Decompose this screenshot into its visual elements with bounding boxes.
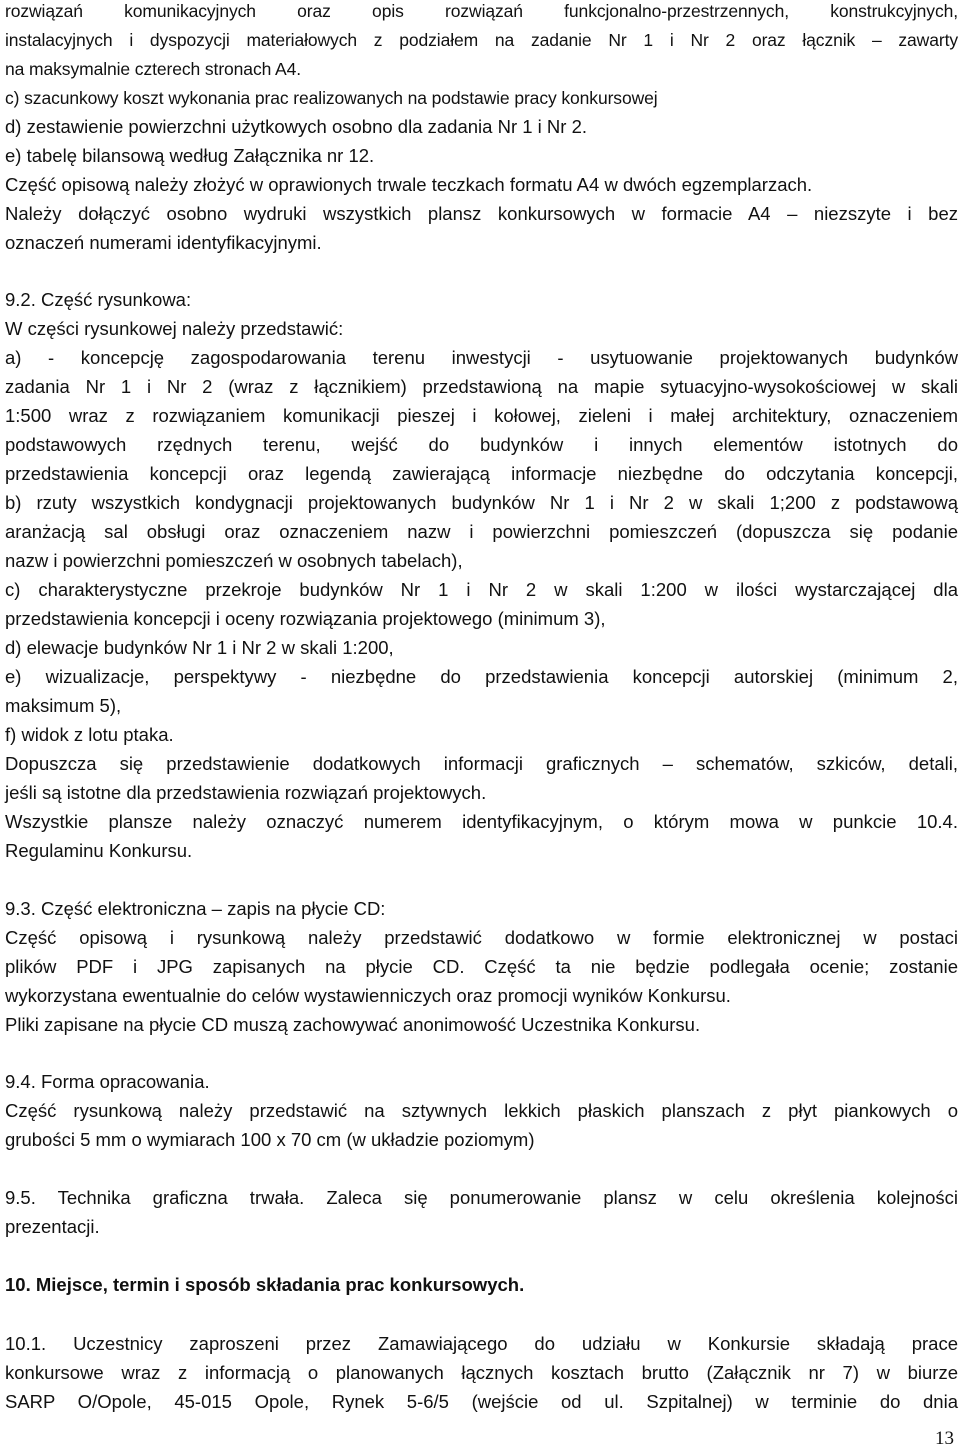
text-line: Część rysunkową należy przedstawić na sztywnych lekkich płaskich planszach z płyt piankowych o <box>5 1100 958 1121</box>
text-line: instalacyjnych i dyspozycji materiałowych z podziałem na zadanie Nr 1 i Nr 2 oraz łącznik – zawarty <box>5 30 958 50</box>
text-line: Część opisową i rysunkową należy przedstawić dodatkowo w formie elektronicznej w postaci <box>5 927 958 948</box>
text-line: wykorzystana ewentualnie do celów wystawienniczych oraz promocji wyników Konkursu. <box>5 985 731 1006</box>
text-line: c) szacunkowy koszt wykonania prac realizowanych na podstawie pracy konkursowej <box>5 88 658 108</box>
chapter-heading: 10. Miejsce, termin i sposób składania prac konkursowych. <box>5 1274 525 1295</box>
text-line: Część opisową należy złożyć w oprawionych trwale teczkach formatu A4 w dwóch egzemplarzach. <box>5 174 813 195</box>
text-line: b) rzuty wszystkich kondygnacji projektowanych budynków Nr 1 i Nr 2 w skali 1;200 z podstawową <box>5 492 958 513</box>
text-line: nazw i powierzchni pomieszczeń w osobnych tabelach), <box>5 550 463 571</box>
text-line: Pliki zapisane na płycie CD muszą zachowywać anonimowość Uczestnika Konkursu. <box>5 1014 701 1035</box>
text-line: c) charakterystyczne przekroje budynków Nr 1 i Nr 2 w skali 1:200 w ilości wystarczającej dla <box>5 579 958 600</box>
text-line: d) elewacje budynków Nr 1 i Nr 2 w skali 1:200, <box>5 637 394 658</box>
section-heading: 9.3. Część elektroniczna – zapis na płycie CD: <box>5 898 386 919</box>
text-line: rozwiązań komunikacyjnych oraz opis rozwiązań funkcjonalno-przestrzennych, konstrukcyjnych, <box>5 1 958 21</box>
text-line: 1:500 wraz z rozwiązaniem komunikacji pieszej i kołowej, zieleni i małej architektury, oznaczeniem <box>5 405 958 426</box>
text-line: grubości 5 mm o wymiarach 100 x 70 cm (w układzie poziomym) <box>5 1129 535 1150</box>
text-line: na maksymalnie czterech stronach A4. <box>5 59 301 79</box>
text-line: zadania Nr 1 i Nr 2 (wraz z łącznikiem) przedstawioną na mapie sytuacyjno-wysokościowej w skali <box>5 376 958 397</box>
section-heading: 9.4. Forma opracowania. <box>5 1071 210 1092</box>
page-number: 13 <box>935 1428 954 1449</box>
text-line: jeśli są istotne dla przedstawienia rozwiązań projektowych. <box>5 782 487 803</box>
text-line: przedstawienia koncepcji oraz legendą zawierającą informacje niezbędne do odczytania koncepcji, <box>5 463 958 484</box>
text-line: 9.5. Technika graficzna trwała. Zaleca się ponumerowanie plansz w celu określenia kolejności <box>5 1187 958 1208</box>
text-line: przedstawienia koncepcji i oceny rozwiązania projektowego (minimum 3), <box>5 608 606 629</box>
text-line: a) - koncepcję zagospodarowania terenu inwestycji - usytuowanie projektowanych budynków <box>5 347 958 368</box>
text-line: podstawowych rzędnych terenu, wejść do budynków i innych elementów istotnych do <box>5 434 958 455</box>
text-line: e) tabelę bilansową według Załącznika nr 12. <box>5 145 375 166</box>
text-line: maksimum 5), <box>5 695 122 716</box>
text-line: oznaczeń numerami identyfikacyjnymi. <box>5 232 322 253</box>
text-line: d) zestawienie powierzchni użytkowych osobno dla zadania Nr 1 i Nr 2. <box>5 116 588 137</box>
text-line: e) wizualizacje, perspektywy - niezbędne do przedstawienia koncepcji autorskiej (minimum 2, <box>5 666 958 687</box>
text-line: SARP O/Opole, 45-015 Opole, Rynek 5-6/5 (wejście od ul. Szpitalnej) w terminie do dnia <box>5 1391 958 1412</box>
text-line: Wszystkie plansze należy oznaczyć numerem identyfikacyjnym, o którym mowa w punkcie 10.4. <box>5 811 958 832</box>
text-line: Należy dołączyć osobno wydruki wszystkich plansz konkursowych w formacie A4 – niezszyte i bez <box>5 203 958 224</box>
text-line: Dopuszcza się przedstawienie dodatkowych informacji graficznych – schematów, szkiców, detali, <box>5 753 958 774</box>
text-line: Regulaminu Konkursu. <box>5 840 193 861</box>
text-line: konkursowe wraz z informacją o planowanych łącznych kosztach brutto (Załącznik nr 7) w biurze <box>5 1362 958 1383</box>
text-line: W części rysunkowej należy przedstawić: <box>5 318 344 339</box>
text-line: plików PDF i JPG zapisanych na płycie CD. Część ta nie będzie podlegała ocenie; zostanie <box>5 956 958 977</box>
section-heading: 9.2. Część rysunkowa: <box>5 289 192 310</box>
text-line: prezentacji. <box>5 1216 100 1237</box>
text-line: 10.1. Uczestnicy zaproszeni przez Zamawiającego do udziału w Konkursie składają prace <box>5 1333 958 1354</box>
text-line: aranżacją sal obsługi oraz oznaczeniem nazw i powierzchni pomieszczeń (dopuszcza się podanie <box>5 521 958 542</box>
text-line: f) widok z lotu ptaka. <box>5 724 174 745</box>
